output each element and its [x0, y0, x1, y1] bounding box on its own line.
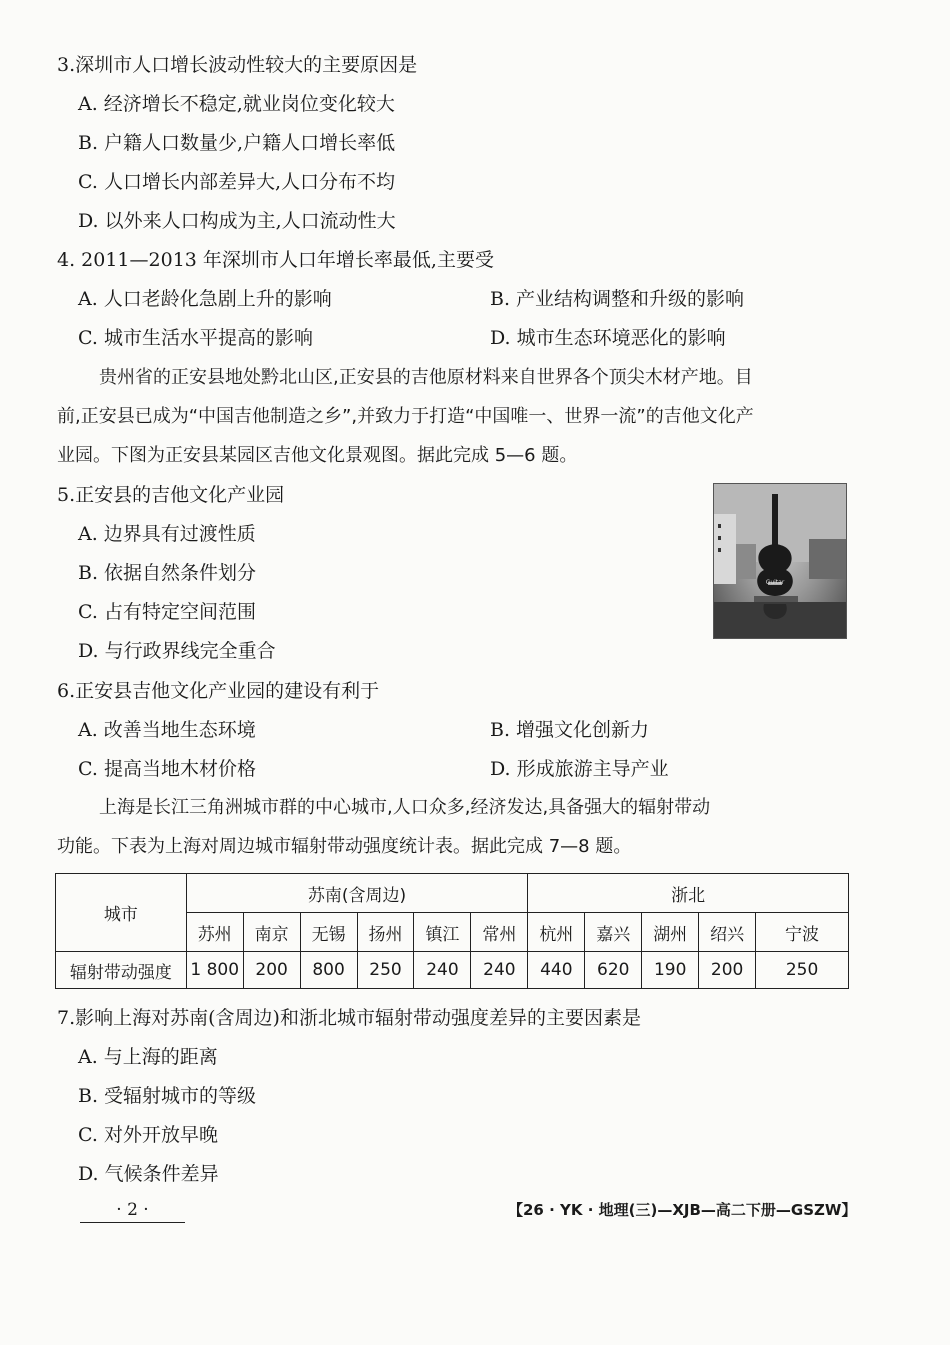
- table-group-zhebei: 浙北: [528, 874, 849, 913]
- q4-option-c: C. 城市生活水平提高的影响: [78, 327, 313, 349]
- table-city: 嘉兴: [585, 913, 642, 952]
- table-value: 620: [585, 952, 642, 989]
- passage1-line1: 贵州省的正安县地处黔北山区,正安县的吉他原材料来自世界各个顶尖木材产地。目: [99, 367, 753, 388]
- q7-option-d: D. 气候条件差异: [78, 1163, 219, 1185]
- table-value: 250: [756, 952, 849, 989]
- sculpture-sign: Guitar: [765, 579, 785, 586]
- table-value: 250: [357, 952, 414, 989]
- table-value: 200: [243, 952, 300, 989]
- q3-option-b: B. 户籍人口数量少,户籍人口增长率低: [78, 132, 396, 154]
- q3-option-d: D. 以外来人口构成为主,人口流动性大: [78, 210, 396, 232]
- table-value: 240: [471, 952, 528, 989]
- table-city: 苏州: [186, 913, 243, 952]
- q7-option-b: B. 受辐射城市的等级: [78, 1085, 257, 1107]
- table-city: 南京: [243, 913, 300, 952]
- q4-option-b: B. 产业结构调整和升级的影响: [490, 288, 745, 310]
- q5-option-d: D. 与行政界线完全重合: [78, 640, 276, 662]
- q4-option-a: A. 人口老龄化急剧上升的影响: [78, 288, 332, 310]
- page-number: · 2 ·: [80, 1198, 185, 1223]
- table-city: 镇江: [414, 913, 471, 952]
- passage1-line2: 前,正安县已成为“中国吉他制造之乡”,并致力于打造“中国唯一、世界一流”的吉他文化产: [57, 406, 754, 427]
- q7-option-a: A. 与上海的距离: [78, 1046, 218, 1068]
- table-city-header: 城市: [56, 874, 187, 952]
- q6-option-c: C. 提高当地木材价格: [78, 758, 256, 780]
- passage1-line3: 业园。下图为正安县某园区吉他文化景观图。据此完成 5—6 题。: [57, 445, 578, 466]
- table-value: 440: [528, 952, 585, 989]
- table-city: 绍兴: [699, 913, 756, 952]
- table-group-sunan: 苏南(含周边): [186, 874, 528, 913]
- table-city: 扬州: [357, 913, 414, 952]
- table-value: 190: [642, 952, 699, 989]
- radiation-strength-table: [55, 873, 849, 989]
- guitar-landscape-photo: [713, 483, 847, 639]
- q5-option-c: C. 占有特定空间范围: [78, 601, 256, 623]
- q7-stem: 7.影响上海对苏南(含周边)和浙北城市辐射带动强度差异的主要因素是: [57, 1007, 641, 1029]
- q3-stem: 3.深圳市人口增长波动性较大的主要原因是: [57, 54, 418, 76]
- q3-option-c: C. 人口增长内部差异大,人口分布不均: [78, 171, 395, 193]
- table-value: 200: [699, 952, 756, 989]
- passage2-line1: 上海是长江三角洲城市群的中心城市,人口众多,经济发达,具备强大的辐射带动: [99, 797, 711, 818]
- table-city: 常州: [471, 913, 528, 952]
- table-value: 1 800: [186, 952, 243, 989]
- q6-option-b: B. 增强文化创新力: [490, 719, 650, 741]
- table-city: 杭州: [528, 913, 585, 952]
- table-value: 240: [414, 952, 471, 989]
- q7-option-c: C. 对外开放早晚: [78, 1124, 218, 1146]
- q5-option-a: A. 边界具有过渡性质: [78, 523, 256, 545]
- q3-option-a: A. 经济增长不稳定,就业岗位变化较大: [78, 93, 395, 115]
- q4-option-d: D. 城市生态环境恶化的影响: [490, 327, 726, 349]
- q4-stem: 4. 2011—2013 年深圳市人口年增长率最低,主要受: [57, 249, 494, 271]
- table-city: 宁波: [756, 913, 849, 952]
- table-city: 湖州: [642, 913, 699, 952]
- table-row-label: 辐射带动强度: [56, 952, 187, 989]
- q6-option-d: D. 形成旅游主导产业: [490, 758, 669, 780]
- q6-option-a: A. 改善当地生态环境: [78, 719, 256, 741]
- passage2-line2: 功能。下表为上海对周边城市辐射带动强度统计表。据此完成 7—8 题。: [57, 836, 632, 857]
- q6-stem: 6.正安县吉他文化产业园的建设有利于: [57, 680, 380, 702]
- q5-stem: 5.正安县的吉他文化产业园: [57, 484, 285, 506]
- table-value: 800: [300, 952, 357, 989]
- table-city: 无锡: [300, 913, 357, 952]
- guitar-sculpture-image: [714, 484, 846, 638]
- exam-code: 【26 · YK · 地理(三)—XJB—高二下册—GSZW】: [508, 1201, 857, 1219]
- q5-option-b: B. 依据自然条件划分: [78, 562, 257, 584]
